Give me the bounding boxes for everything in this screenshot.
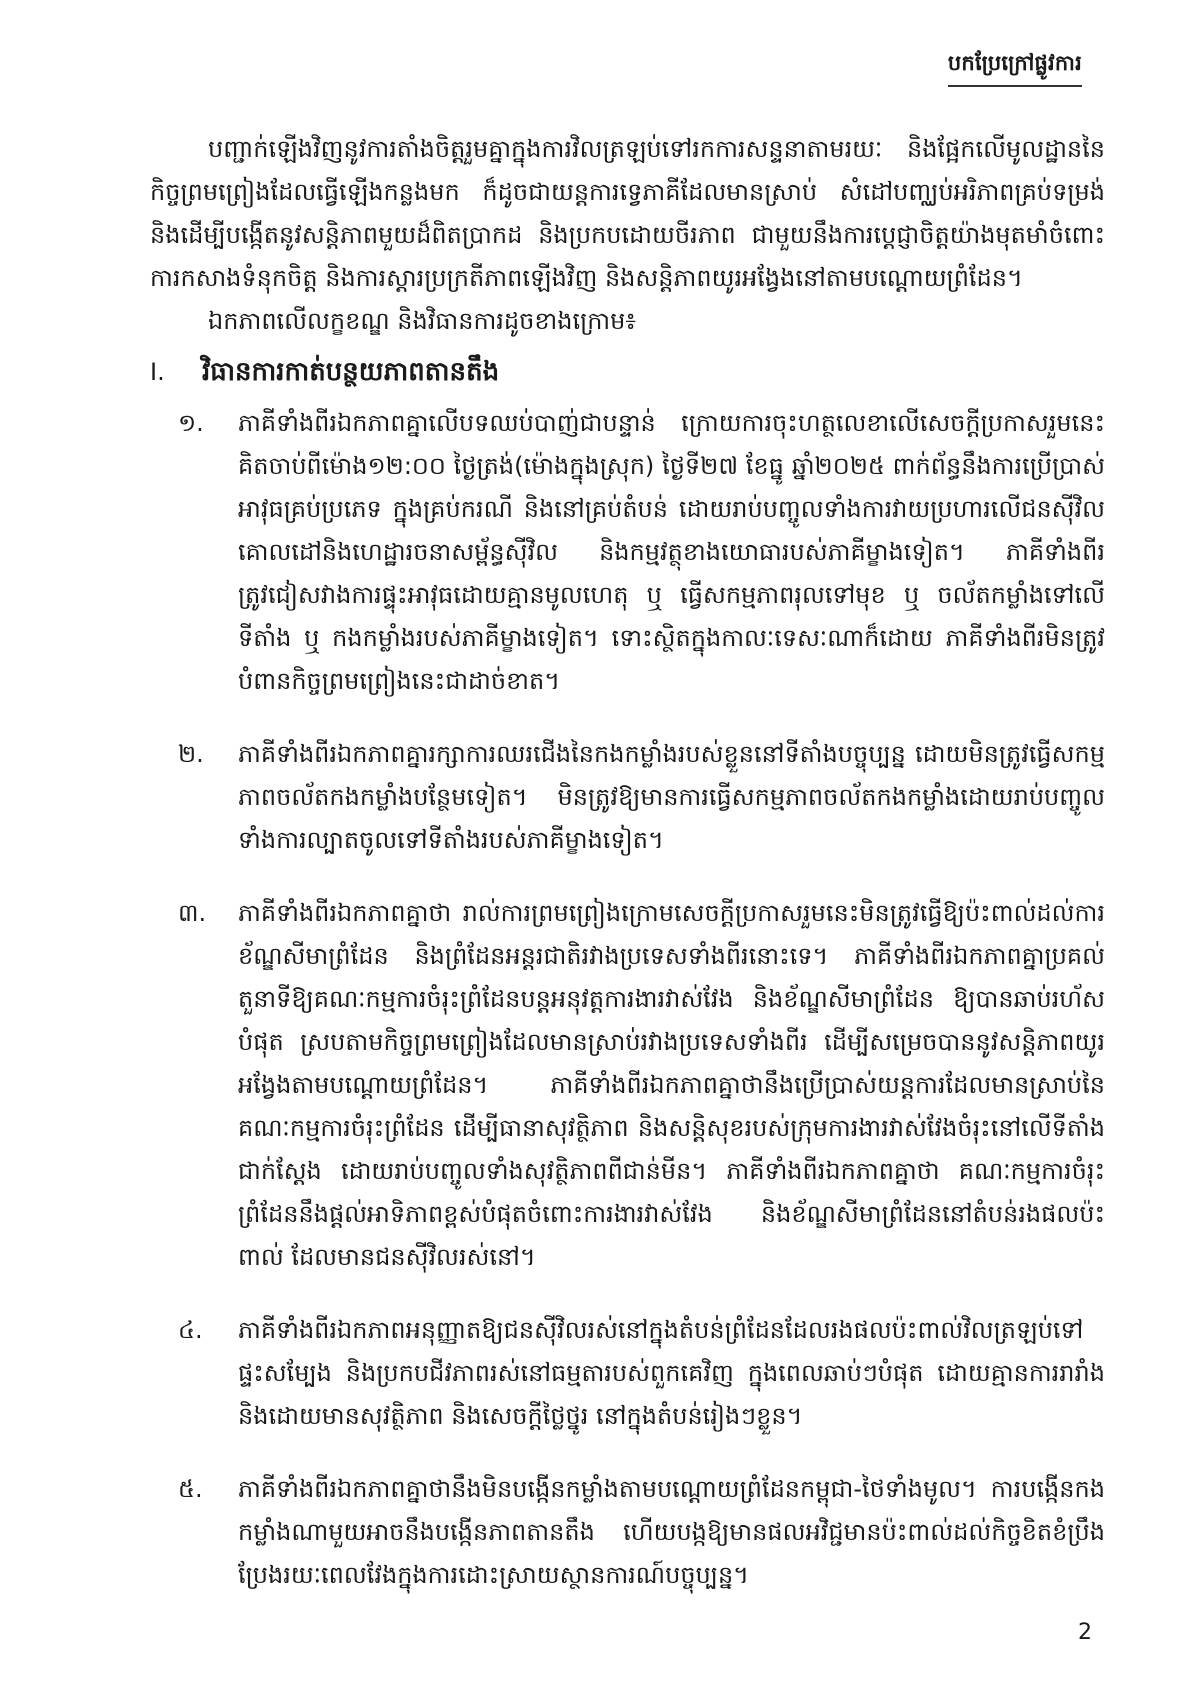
clause-text: ភាគីទាំងពីរឯកភាពគ្នាថានឹងមិនបង្កើនកម្លាំងតាមបណ្តោយព្រំដែនកម្ពុជា-ថៃទាំងមូល។ ការបង្កើនកងកម្លាំងណាមួយអាចនឹងបង្កើនភាពតានតឹង ហើយបង្កឱ្យមានផលអវិជ្ជមានប៉ះពាល់ដល់កិច្ចខិតខំប្រឹងប្រែងរយៈពេលវែងក្នុងការដោះស្រាយស្ថានការណ៍បច្ចុប្បន្ន។ [238,1475,1105,1589]
section-heading [150,351,1105,394]
section-number: I. [150,358,165,386]
clause-number: ២. [178,740,204,768]
clause-number: ៣. [178,899,207,927]
intro-paragraph-1: បញ្ជាក់ឡើងវិញនូវការតាំងចិត្តរួមគ្នាក្នុងការវិលត្រឡប់ទៅរកការសន្ទនាតាមរយៈ និងផ្អែកលើមូលដ្ឋាននៃកិច្ចព្រមព្រៀងដែលធ្វើឡើងកន្លងមក ក៏ដូចជាយន្តការទ្វេភាគីដែលមានស្រាប់ សំដៅបញ្ឈប់អរិភាពគ្រប់ទម្រង់ និងដើម្បីបង្កើតនូវសន្តិភាពមួយដ៏ពិតប្រាកដ និងប្រកបដោយចីរភាព ជាមួយនឹងការប្តេជ្ញាចិត្តយ៉ាងមុតមាំចំពោះការកសាងទំនុកចិត្ត និងការស្តារប្រក្រតីភាពឡើងវិញ និងសន្តិភាពយូរអង្វែងនៅតាមបណ្តោយព្រំដែន។ [150,135,1105,292]
clause-item [150,892,1105,1279]
clause-item [150,1309,1105,1438]
clause-list [150,402,1105,1597]
running-header: បកប្រែក្រៅផ្លូវការ [948,50,1082,87]
page-number: 2 [1078,1620,1092,1645]
document-body [150,128,1105,1627]
intro-paragraph-2: ឯកភាពលើលក្ខខណ្ឌ និងវិធានការដូចខាងក្រោម៖ [208,307,636,335]
section-title: វិធានការកាត់បន្ថយភាពតានតឹង [202,357,500,387]
clause-item [150,1468,1105,1597]
clause-item [150,733,1105,862]
clause-item [150,402,1105,703]
clause-number: ៥. [178,1475,203,1503]
clause-text: ភាគីទាំងពីរឯកភាពគ្នាថា រាល់ការព្រមព្រៀងក្រោមសេចក្តីប្រកាសរួមនេះមិនត្រូវធ្វើឱ្យប៉ះពាល់ដល់ការខ័ណ្ឌសីមាព្រំដែន និងព្រំដែនអន្តរជាតិរវាងប្រទេសទាំងពីរនោះទេ។ ភាគីទាំងពីរឯកភាពគ្នាប្រគល់តួនាទីឱ្យគណៈកម្មការចំរុះព្រំដែនបន្តអនុវត្តការងារវាស់វែង និងខ័ណ្ឌសីមាព្រំដែន ឱ្យបានឆាប់រហ័សបំផុត ស្របតាមកិច្ចព្រមព្រៀងដែលមានស្រាប់រវាងប្រទេសទាំងពីរ ដើម្បីសម្រេចបាននូវសន្តិភាពយូរអង្វែងតាមបណ្តោយព្រំដែន។ ភាគីទាំងពីរឯកភាពគ្នាថានឹងប្រើប្រាស់យន្តការដែលមានស្រាប់នៃគណៈកម្មការចំរុះព្រំដែន ដើម្បីធានាសុវត្ថិភាព និងសន្តិសុខរបស់ក្រុមការងារវាស់វែងចំរុះនៅលើទីតាំងជាក់ស្តែង ដោយរាប់បញ្ចូលទាំងសុវត្ថិភាពពីជាន់មីន។ ភាគីទាំងពីរឯកភាពគ្នាថា គណៈកម្មការចំរុះព្រំដែននឹងផ្តល់អាទិភាពខ្ពស់បំផុតចំពោះការងារវាស់វែង និងខ័ណ្ឌសីមាព្រំដែននៅតំបន់រងផលប៉ះពាល់ ដែលមានជនស៊ីវិលរស់នៅ។ [238,899,1105,1271]
clause-number: ១. [178,409,204,437]
clause-text: ភាគីទាំងពីរឯកភាពអនុញ្ញាតឱ្យជនស៊ីវិលរស់នៅក្នុងតំបន់ព្រំដែនដែលរងផលប៉ះពាល់វិលត្រឡប់ទៅផ្ទះសម្បែង និងប្រកបជីវភាពរស់នៅធម្មតារបស់ពួកគេវិញ ក្នុងពេលឆាប់ៗបំផុត ដោយគ្មានការរារាំង និងដោយមានសុវត្ថិភាព និងសេចក្តីថ្លៃថ្នូរ នៅក្នុងតំបន់រៀងៗខ្លួន។ [238,1316,1105,1430]
clause-text: ភាគីទាំងពីរឯកភាពគ្នារក្សាការឈរជើងនៃកងកម្លាំងរបស់ខ្លួននៅទីតាំងបច្ចុប្បន្ន ដោយមិនត្រូវធ្វើសកម្មភាពចល័តកងកម្លាំងបន្ថែមទៀត។ មិនត្រូវឱ្យមានការធ្វើសកម្មភាពចល័តកងកម្លាំងដោយរាប់បញ្ចូលទាំងការល្បាតចូលទៅទីតាំងរបស់ភាគីម្ខាងទៀត។ [238,740,1105,854]
clause-text: ភាគីទាំងពីរឯកភាពគ្នាលើបទឈប់បាញ់ជាបន្ទាន់ ក្រោយការចុះហត្ថលេខាលើសេចក្តីប្រកាសរួមនេះ គិតចាប់ពីម៉ោង១២:០០ ថ្ងៃត្រង់(ម៉ោងក្នុងស្រុក) ថ្ងៃទី២៧ ខែធ្នូ ឆ្នាំ២០២៥ ពាក់ព័ន្ធនឹងការប្រើប្រាស់អាវុធគ្រប់ប្រភេទ ក្នុងគ្រប់ករណី និងនៅគ្រប់តំបន់ ដោយរាប់បញ្ចូលទាំងការវាយប្រហារលើជនស៊ីវិល គោលដៅនិងហេដ្ឋារចនាសម្ព័ន្ធស៊ីវិល និងកម្មវត្ថុខាងយោធារបស់ភាគីម្ខាងទៀត។ ភាគីទាំងពីរត្រូវជៀសវាងការផ្ទុះអាវុធដោយគ្មានមូលហេតុ ឬ ធ្វើសកម្មភាពរុលទៅមុខ ឬ ចល័តកម្លាំងទៅលើទីតាំង ឬ កងកម្លាំងរបស់ភាគីម្ខាងទៀត។ ទោះស្ថិតក្នុងកាលៈទេសៈណាក៏ដោយ ភាគីទាំងពីរមិនត្រូវបំពានកិច្ចព្រមព្រៀងនេះជាដាច់ខាត។ [238,409,1105,695]
clause-number: ៤. [178,1316,203,1344]
